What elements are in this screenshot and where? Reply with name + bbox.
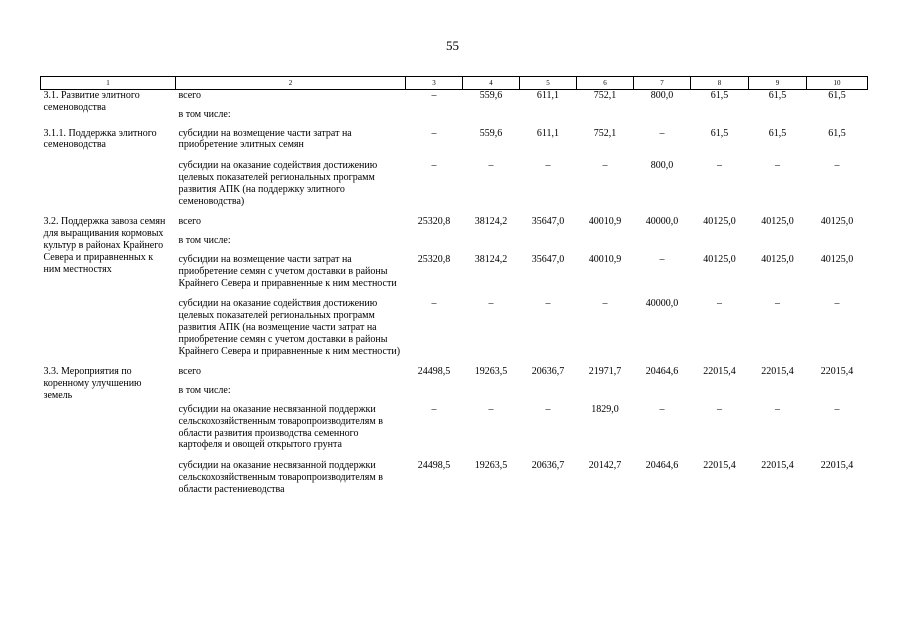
table-row <box>41 216 868 228</box>
table-cell: 20142,7 <box>588 460 622 472</box>
table-cell: 40125,0 <box>820 216 854 228</box>
row-description: всего <box>178 216 202 228</box>
table-cell: – <box>775 298 780 310</box>
table-cell: 40125,0 <box>820 253 854 265</box>
table-cell: 61,5 <box>828 90 846 101</box>
table-cell: – <box>545 160 551 172</box>
table-cell: 19263,5 <box>474 460 508 472</box>
table-cell: – <box>775 403 780 415</box>
row-description: в том числе: <box>178 108 231 120</box>
table-cell: 24498,5 <box>417 460 451 472</box>
table-cell: 61,5 <box>768 127 787 139</box>
table-cell: 20464,6 <box>645 460 679 472</box>
table-cell: 40010,9 <box>588 253 622 265</box>
table-cell: 40125,0 <box>703 216 736 228</box>
table-cell: 61,5 <box>710 90 729 101</box>
table-cell: – <box>834 403 840 415</box>
column-header: 8 <box>691 77 749 90</box>
column-header: 3 <box>406 77 463 90</box>
table-cell: 22015,4 <box>761 460 794 472</box>
row-description: субсидии на возмещение части затрат на приобретение семян с учетом доставки в районы Крайнего Севера и приравненные к ним местности <box>178 253 397 289</box>
program-item-name: 3.3. Мероприятия по коренному улучшению земель <box>43 366 142 401</box>
table-cell: 40125,0 <box>703 253 736 265</box>
table-row <box>41 90 868 102</box>
table-cell: – <box>431 160 437 172</box>
row-description: в том числе: <box>178 235 231 247</box>
table-cell: 22015,4 <box>703 366 736 378</box>
table-cell: 611,1 <box>536 127 560 139</box>
page-number: 55 <box>446 38 459 53</box>
program-item-name: 3.2. Поддержка завоза семян для выращивания кормовых культур в районах Крайнего Севера и приравненных к ним местностях <box>43 216 166 275</box>
table-cell: 20636,7 <box>531 366 565 378</box>
table-cell: – <box>431 298 437 310</box>
row-description: всего <box>178 366 202 378</box>
table-cell: – <box>717 403 722 415</box>
table-cell: – <box>659 253 665 265</box>
table-cell: 22015,4 <box>820 366 854 378</box>
table-cell: 40125,0 <box>761 216 794 228</box>
table-cell: 800,0 <box>650 160 674 172</box>
program-item-name: 3.1. Развитие элитного семеноводства <box>43 90 140 113</box>
table-cell: 800,0 <box>650 90 674 101</box>
table-cell: 25320,8 <box>417 253 451 265</box>
table-cell: 61,5 <box>710 127 729 139</box>
table-cell: 25320,8 <box>417 216 451 228</box>
program-item-name: 3.1.1. Поддержка элитного семеноводства <box>43 127 157 151</box>
table-cell: 559,6 <box>479 127 503 139</box>
table-cell: – <box>659 403 665 415</box>
table-cell: 752,1 <box>593 90 617 101</box>
column-header: 10 <box>807 77 868 90</box>
table-cell: – <box>717 298 722 310</box>
table-row <box>41 128 868 161</box>
table-cell: – <box>602 160 608 172</box>
table-header-row <box>41 77 868 90</box>
table-cell: 20464,6 <box>645 366 679 378</box>
table-cell: – <box>431 403 437 415</box>
table-cell: – <box>717 160 722 172</box>
table-cell: – <box>775 160 780 172</box>
table-cell: – <box>659 127 665 139</box>
table-cell: 40000,0 <box>645 216 679 228</box>
table-cell: 61,5 <box>828 127 846 139</box>
column-header: 4 <box>463 77 520 90</box>
table-cell: 35647,0 <box>531 253 565 265</box>
table-cell: – <box>488 403 494 415</box>
column-header: 9 <box>749 77 807 90</box>
table-cell: 22015,4 <box>703 460 736 472</box>
table-cell: – <box>545 403 551 415</box>
column-header: 6 <box>577 77 634 90</box>
table-cell: 22015,4 <box>820 460 854 472</box>
table-cell: 21971,7 <box>588 366 622 378</box>
table-cell: 752,1 <box>593 127 617 139</box>
table-cell: 559,6 <box>479 90 503 101</box>
table-cell: – <box>834 298 840 310</box>
row-description: субсидии на оказание несвязанной поддержки сельскохозяйственным товаропроизводителям в области развития производства семенного картофеля и овощей открытого грунта <box>178 403 383 451</box>
column-header: 7 <box>634 77 691 90</box>
table-cell: 19263,5 <box>474 366 508 378</box>
table-cell: 22015,4 <box>761 366 794 378</box>
row-description: в том числе: <box>178 385 231 397</box>
table-cell: 40125,0 <box>761 253 794 265</box>
column-header: 2 <box>176 77 406 90</box>
table-cell: – <box>545 298 551 310</box>
table-cell: 35647,0 <box>531 216 565 228</box>
row-description: субсидии на оказание несвязанной поддержки сельскохозяйственным товаропроизводителям в области растениеводства <box>178 460 383 495</box>
table-cell: 24498,5 <box>417 366 451 378</box>
row-description: субсидии на возмещение части затрат на приобретение элитных семян <box>178 127 352 151</box>
budget-table <box>40 76 868 496</box>
table-cell: 38124,2 <box>474 216 508 228</box>
table-cell: – <box>602 298 608 310</box>
table-cell: – <box>431 90 437 101</box>
row-description: всего <box>178 90 202 101</box>
row-description: субсидии на оказание содействия достижению целевых показателей региональных программ развития АПК (на поддержку элитного семеноводства) <box>178 160 378 207</box>
table-cell: – <box>834 160 840 172</box>
row-description: субсидии на оказание содействия достижению целевых показателей региональных программ развития АПК (на возмещение части затрат на приобретение семян с учетом доставки в районы Крайнего Севера и приравненные к ним местности) <box>178 298 401 357</box>
column-header: 5 <box>520 77 577 90</box>
table-cell: 611,1 <box>536 90 560 101</box>
table-cell: 40010,9 <box>588 216 622 228</box>
table-row <box>41 366 868 378</box>
table-cell: – <box>488 298 494 310</box>
column-header: 1 <box>41 77 176 90</box>
table-cell: – <box>431 127 437 139</box>
table-cell: 38124,2 <box>474 253 508 265</box>
table-cell: 40000,0 <box>645 298 679 310</box>
table-cell: 61,5 <box>768 90 787 101</box>
table-cell: 20636,7 <box>531 460 565 472</box>
table-cell: – <box>488 160 494 172</box>
table-cell: 1829,0 <box>591 403 619 415</box>
